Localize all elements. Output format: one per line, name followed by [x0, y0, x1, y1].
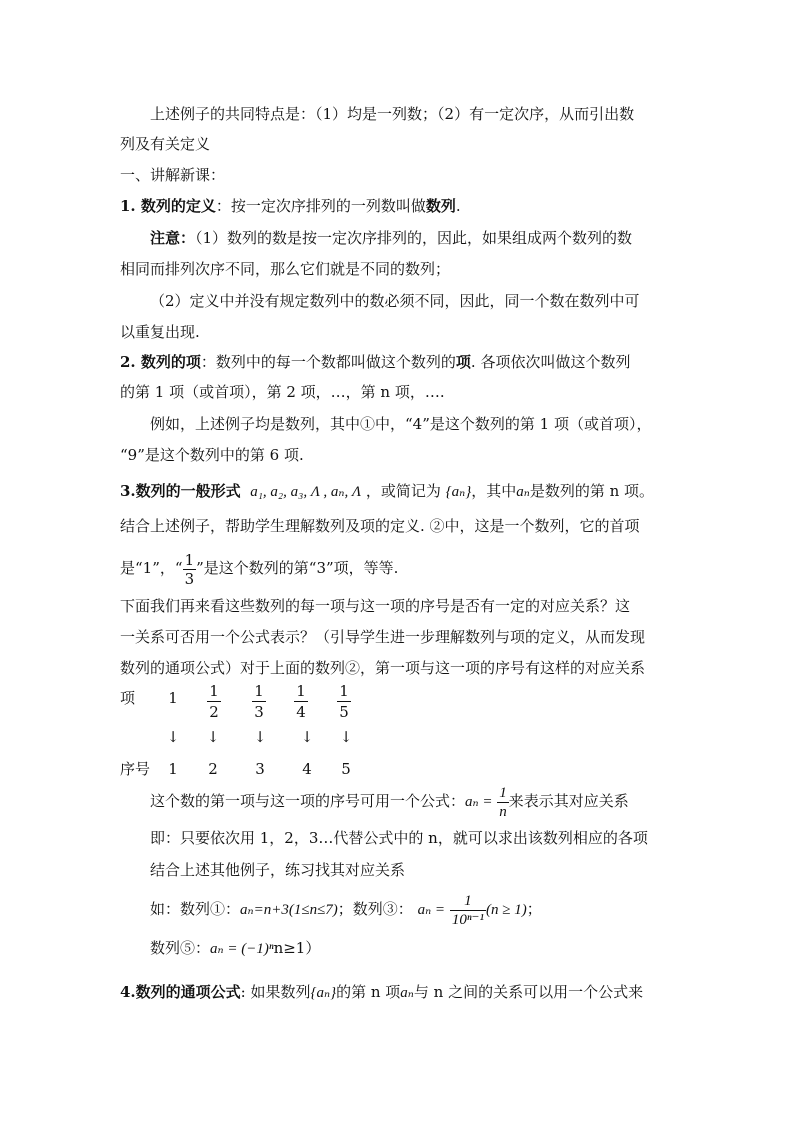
paragraph-line-2: 一关系可否用一个公式表示？（引导学生进一步理解数列与项的定义，从而发现	[120, 628, 646, 646]
one-over-n-fraction: $\frac{1}{n}$	[499, 784, 507, 820]
sequence-braces-formula: {aₙ}	[445, 484, 472, 500]
definition-4	[120, 982, 643, 1003]
sequence-5-formula: aₙ = (−1)ⁿ	[210, 941, 274, 957]
definition-2-label: 2. 数列的项	[120, 353, 201, 371]
section-heading: 一、讲解新课：	[120, 166, 226, 184]
example-line-2: “9”是这个数列中的第 6 项.	[120, 446, 304, 464]
item-fraction-5: $\frac{1}{5}$	[324, 682, 364, 722]
note-line-1	[150, 228, 632, 248]
definition-1-term: 数列	[425, 197, 456, 215]
index-value: 2	[208, 760, 218, 778]
index-value: 3	[255, 760, 265, 778]
definition-3-text-2: ，其中	[471, 482, 517, 500]
formula-line-1-a: 这个数的第一项与这一项的序号可用一个公式：	[150, 792, 466, 810]
definition-3	[120, 481, 654, 502]
definition-1-end: .	[455, 197, 461, 215]
definition-3-line-2: 结合上述例子，帮助学生理解数列及项的定义. ②中，这是一个数列，它的首项	[120, 517, 640, 535]
definition-3-line-3	[120, 548, 398, 588]
index-value: 5	[341, 760, 351, 778]
formula-line-1	[150, 781, 629, 822]
sequence-3-fraction: $\frac{1}{\text{10ⁿ⁻¹}}$	[451, 892, 484, 928]
definition-4-text-3: 与 n 之间的关系可以用一个公式来	[413, 983, 644, 1001]
definition-3-line-3-b: ”是这个数列的第“3”项，等等.	[196, 559, 399, 577]
formula-line-4-a: 如：数列①：	[150, 900, 241, 918]
definition-2-line-2: 的第 1 项（或首项），第 2 项，…，第 n 项，….	[120, 383, 445, 401]
definition-2-term: 项	[455, 353, 471, 371]
fraction-denominator: 3	[184, 569, 195, 588]
formula-line-4-c: ；	[526, 900, 542, 918]
definition-4-label: 4.数列的通项公式	[120, 983, 241, 1001]
formula-line-5-b: n≥1）	[273, 939, 321, 957]
note-line-4: 以重复出现.	[120, 323, 200, 341]
definition-3-text-1: ，或简记为	[365, 482, 441, 500]
paragraph-line-1: 下面我们再来看这些数列的每一项与这一项的序号是否有一定的对应关系？这	[120, 597, 631, 615]
arrow-down-icon: ↓	[339, 728, 353, 746]
note-line-3: （2）定义中并没有规定数列中的数必须不同，因此，同一个数在数列中可	[150, 292, 640, 310]
intro-line-1: 上述例子的共同特点是：（1）均是一列数；（2）有一定次序，从而引出数	[150, 105, 635, 123]
formula-line-3: 结合上述其他例子，练习找其对应关系	[150, 861, 406, 879]
item-row-label: 项	[120, 689, 136, 707]
note-text-1: （1）数列的数是按一定次序排列的，因此，如果组成两个数列的数	[195, 229, 633, 247]
general-form-formula: a₁, a₂, a₃, Λ , aₙ, Λ	[250, 484, 362, 500]
sequence-1-formula: aₙ=n+3(1≤n≤7)	[240, 902, 338, 918]
arrow-down-icon: ↓	[206, 728, 220, 746]
definition-3-label: 3.数列的一般形式	[120, 482, 241, 500]
item-fraction-2: $\frac{1}{2}$	[194, 682, 234, 722]
definition-4-an: aₙ	[400, 985, 414, 1001]
definition-1	[120, 196, 461, 216]
definition-2-text: ：数列中的每一个数都叫做这个数列的	[200, 353, 456, 371]
paragraph-line-3: 数列的通项公式）对于上面的数列②，第一项与这一项的序号有这样的对应关系	[120, 659, 646, 677]
fraction-numerator: 1	[184, 550, 195, 569]
formula-line-1-b: 来表示其对应关系	[508, 792, 629, 810]
index-value: 4	[302, 760, 312, 778]
example-line-1: 例如，上述例子均是数列，其中①中，“4”是这个数列的第 1 项（或首项），	[150, 415, 652, 433]
arrow-down-icon: ↓	[166, 728, 180, 746]
definition-4-braces: {aₙ}	[310, 985, 337, 1001]
note-label: 注意：	[150, 229, 196, 247]
note-line-2: 相同而排列次序不同，那么它们就是不同的数列；	[120, 260, 451, 278]
index-row-label: 序号	[120, 760, 151, 778]
formula-line-4	[150, 889, 542, 930]
definition-1-label: 1. 数列的定义	[120, 197, 216, 215]
formula-line-5-a: 数列⑤：	[150, 939, 211, 957]
index-value: 1	[168, 760, 178, 778]
definition-3-text-3: 是数列的第 n 项。	[529, 482, 655, 500]
sequence-3-lhs: aₙ =	[417, 902, 446, 918]
definition-2-rest: . 各项依次叫做这个数列	[470, 353, 631, 371]
definition-3-line-3-a: 是“1”，“	[120, 559, 183, 577]
formula-line-2: 即：只要依次用 1，2，3…代替公式中的 n，就可以求出该数列相应的各项	[150, 829, 648, 847]
one-third-fraction	[183, 551, 197, 588]
intro-line-2: 列及有关定义	[120, 135, 211, 153]
definition-4-text-1: : 如果数列	[240, 983, 311, 1001]
definition-4-text-2: 的第 n 项	[336, 983, 401, 1001]
arrow-down-icon: ↓	[300, 728, 314, 746]
item-fraction-3: $\frac{1}{3}$	[239, 682, 279, 722]
sequence-3-condition: (n ≥ 1)	[485, 902, 527, 918]
definition-2	[120, 352, 630, 372]
general-term-lhs: aₙ =	[465, 794, 493, 810]
item-fraction-4: $\frac{1}{4}$	[281, 682, 321, 722]
item-value-1: 1	[168, 689, 178, 707]
definition-1-text: ：按一定次序排列的一列数叫做	[215, 197, 426, 215]
arrow-down-icon: ↓	[253, 728, 267, 746]
formula-line-5	[150, 938, 320, 959]
an-symbol: aₙ	[516, 484, 530, 500]
formula-line-4-b: ；数列③：	[337, 900, 413, 918]
